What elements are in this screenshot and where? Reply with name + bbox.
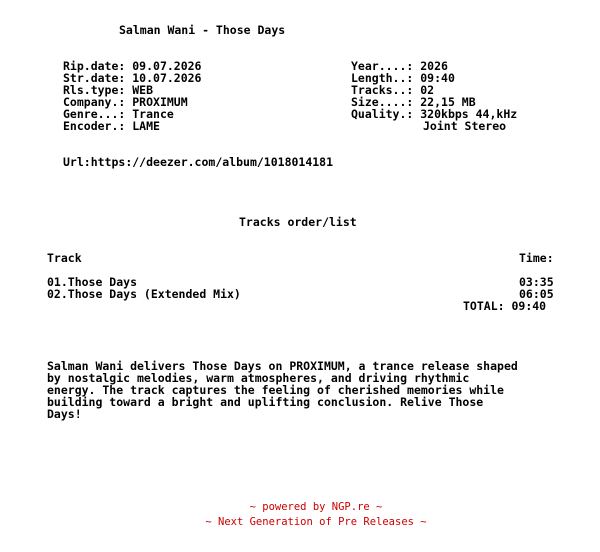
footer-tagline: ~ Next Generation of Pre Releases ~ [205,516,427,528]
description [47,360,518,420]
size-value: 22,15 MB [420,95,476,109]
length-value: 09:40 [420,71,455,85]
footer-powered-by: ~ powered by NGP.re ~ [249,501,383,513]
company-value: PROXIMUM [132,95,188,109]
encoder-label: Encoder.: [63,119,133,133]
rip-date-label: Rip.date: [63,59,133,73]
genre-value: Trance [132,107,174,121]
size-label: Size....: [351,95,421,109]
str-date-value: 10.07.2026 [132,71,202,85]
encoder-value: LAME [132,119,160,133]
rls-type-label: Rls.type: [63,83,133,97]
rls-type-value: WEB [132,83,154,97]
company-label: Company.: [63,95,133,109]
total-label: TOTAL: [463,299,512,313]
total-line [463,300,546,312]
info-left-column [63,60,202,132]
year-label: Year....: [351,59,421,73]
time-column-header: Time: [519,251,554,265]
total-value: 09:40 [511,299,547,313]
release-title: Salman Wani - Those Days [119,23,286,37]
str-date-label: Str.date: [63,71,133,85]
track-row-time: 03:35 [519,275,554,289]
rip-date-value: 09.07.2026 [132,59,202,73]
url-value: https://deezer.com/album/1018014181 [90,155,334,169]
tracks-heading: Tracks order/list [239,215,357,229]
description-line: Salman Wani delivers Those Days on PROXIMUM, a trance release shaped [47,359,518,373]
track-row-name: 02.Those Days (Extended Mix) [47,287,241,301]
url-line [63,156,333,168]
track-row-name: 01.Those Days [47,275,138,289]
genre-label: Genre...: [63,107,133,121]
year-value: 2026 [420,59,448,73]
url-label: Url: [63,155,91,169]
length-label: Length..: [351,71,421,85]
quality-value: 320kbps 44,kHz [420,107,518,121]
description-line: building toward a bright and uplifting conclusion. Relive Those [47,395,484,409]
tracks-label: Tracks..: [351,83,421,97]
quality-extra: Joint Stereo [423,119,507,133]
tracks-value: 02 [420,83,435,97]
info-right-column [351,60,517,120]
description-line: energy. The track captures the feeling of cherished memories while [47,383,504,397]
track-column-header: Track [47,251,82,265]
description-line: Days! [47,407,82,421]
quality-label: Quality.: [351,107,421,121]
description-line: by nostalgic melodies, warm atmospheres, and driving rhythmic [47,371,470,385]
track-row-time: 06:05 [519,287,554,301]
info-encoder [63,120,202,132]
